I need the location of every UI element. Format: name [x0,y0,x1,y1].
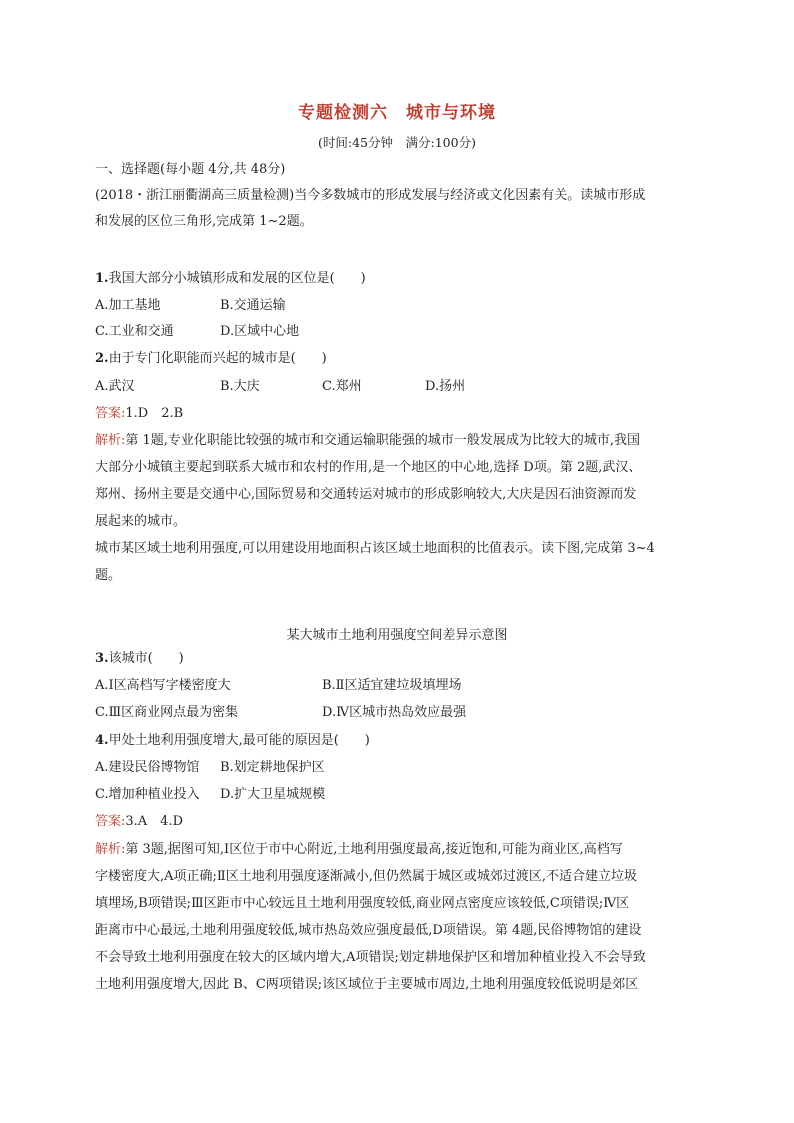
question-number: 4. [95,733,109,748]
figure-caption: 某大城市土地利用强度空间差异示意图 [286,628,508,643]
section-heading: 一、选择题(每小题 4分,共 48分) [95,162,286,177]
question-4 [95,732,370,750]
option-c: C.Ⅲ区商业网点最为密集 [95,705,239,720]
option-a: A.加工基地 [95,298,161,313]
question-number: 2. [95,351,109,366]
answer-label: 答案: [95,814,126,829]
option-c: C.工业和交通 [95,324,174,339]
answer-2 [95,813,183,831]
option-d: D.区域中心地 [220,324,300,339]
page-title: 专题检测六 城市与环境 [298,103,496,123]
answer-text: 3.A 4.D [125,814,184,829]
page-subtitle: (时间:45分钟 满分:100分) [318,135,476,150]
option-b: B.大庆 [220,379,260,394]
option-b: B.Ⅱ区适宜建垃圾填埋场 [322,678,462,693]
analysis-line: 土地利用强度增大,因此 B、C两项错误;该区域位于主要城市周边,土地利用强度较低说明是郊区 [95,977,639,992]
answer-1 [95,405,183,423]
intro-line: (2018・浙江丽衢湖高三质量检测)当今多数城市的形成发展与经济或文化因素有关。读城市形成 [95,188,646,203]
analysis-line [95,432,640,450]
analysis-line: 展起来的城市。 [95,514,187,529]
answer-text: 1.D 2.B [125,406,184,421]
question-stem: 我国大部分小城镇形成和发展的区位是( ) [108,271,366,286]
analysis-text: 第 1题,专业化职能比较强的城市和交通运输职能强的城市一般发展成为比较大的城市,我国 [125,433,641,448]
analysis-line: 不会导致土地利用强度在较大的区域内增大,A项错误;划定耕地保护区和增加种植业投入不会导致 [95,950,646,965]
option-d: D.扬州 [425,379,466,394]
analysis-line: 填埋场,B项错误;Ⅲ区距市中心较远且土地利用强度较低,商业网点密度应该较低,C项错误;Ⅳ区 [95,896,630,911]
option-c: C.增加种植业投入 [95,787,200,802]
question-stem: 甲处土地利用强度增大,最可能的原因是( ) [108,733,370,748]
option-a: A.建设民俗博物馆 [95,760,200,775]
analysis-line: 字楼密度大,A项正确;Ⅱ区土地利用强度逐渐减小,但仍然属于城区或城郊过渡区,不适合建立垃圾 [95,869,638,884]
option-a: A.武汉 [95,379,135,394]
analysis-line: 距离市中心最远,土地利用强度较低,城市热岛效应强度最低,D项错误。第 4题,民俗博物馆的建设 [95,923,642,938]
question-3 [95,650,184,668]
analysis-line: 郑州、扬州主要是交通中心,国际贸易和交通转运对城市的形成影响较大,大庆是因石油资源而发 [95,487,637,502]
question-stem: 该城市( ) [108,651,184,666]
option-b: B.划定耕地保护区 [220,760,325,775]
analysis-line: 大部分小城镇主要起到联系大城市和农村的作用,是一个地区的中心地,选择 D项。第 2题,武汉、 [95,460,642,475]
intro-line: 和发展的区位三角形,完成第 1~2题。 [95,214,313,229]
intro-line: 城市某区域土地利用强度,可以用建设用地面积占该区域土地面积的比值表示。读下图,完成第 3~4 [95,541,655,556]
answer-label: 答案: [95,406,126,421]
analysis-text: 第 3题,据图可知,Ⅰ区位于市中心附近,土地利用强度最高,接近饱和,可能为商业区,高档写 [125,842,623,857]
intro-line: 题。 [95,568,122,583]
option-b: B.交通运输 [220,298,286,313]
question-2 [95,350,327,368]
question-stem: 由于专门化职能而兴起的城市是( ) [108,351,327,366]
analysis-label: 解析: [95,433,126,448]
option-d: D.扩大卫星城规模 [220,787,326,802]
question-1 [95,270,366,288]
analysis-line [95,841,623,859]
option-d: D.Ⅳ区城市热岛效应最强 [322,705,467,720]
option-a: A.Ⅰ区高档写字楼密度大 [95,678,231,693]
question-number: 1. [95,271,109,286]
question-number: 3. [95,651,109,666]
option-c: C.郑州 [322,379,362,394]
analysis-label: 解析: [95,842,126,857]
